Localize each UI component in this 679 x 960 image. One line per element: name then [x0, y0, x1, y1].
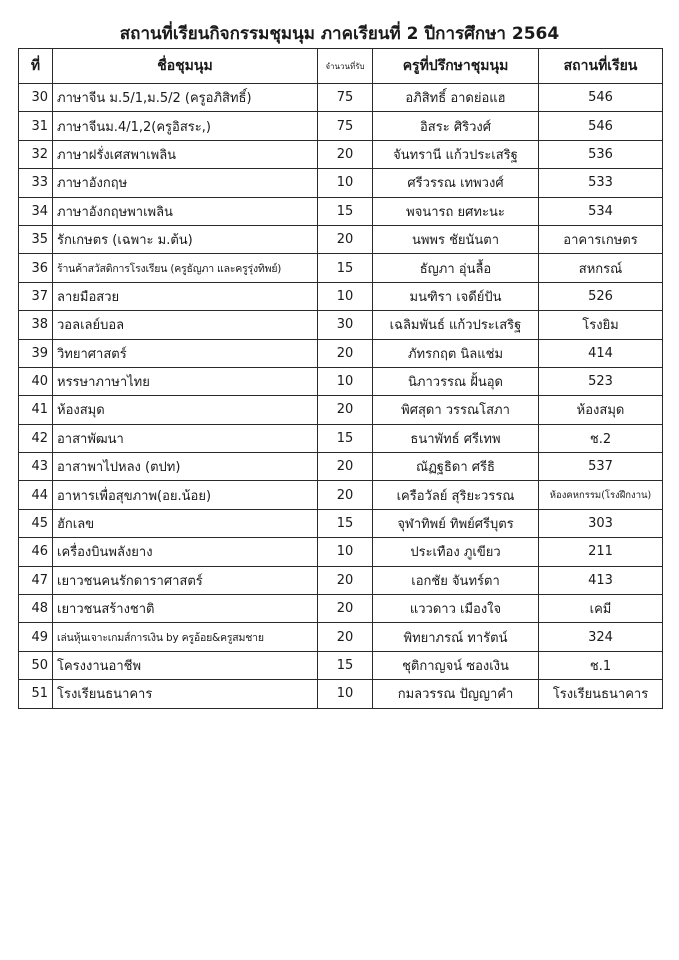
header-capacity: จำนวนที่รับ [318, 49, 373, 84]
row-number: 49 [19, 623, 53, 651]
row-number: 39 [19, 339, 53, 367]
advisor-name: อิสระ ศิริวงศ์ [373, 112, 539, 140]
location: เคมี [539, 595, 663, 623]
table-row [19, 481, 663, 509]
row-number: 40 [19, 367, 53, 395]
club-name: ภาษาฝรั่งเศสพาเพลิน [53, 140, 318, 168]
capacity: 75 [318, 84, 373, 112]
header-location: สถานที่เรียน [539, 49, 663, 84]
header-no: ที่ [19, 49, 53, 84]
club-schedule-table [18, 48, 663, 709]
table-row [19, 396, 663, 424]
capacity: 15 [318, 509, 373, 537]
club-name: โรงเรียนธนาคาร [53, 680, 318, 708]
row-number: 45 [19, 509, 53, 537]
table-row [19, 367, 663, 395]
capacity: 30 [318, 311, 373, 339]
row-number: 34 [19, 197, 53, 225]
row-number: 30 [19, 84, 53, 112]
location: 303 [539, 509, 663, 537]
table-row [19, 225, 663, 253]
club-name: เยาวชนสร้างชาติ [53, 595, 318, 623]
club-name: อาหารเพื่อสุขภาพ(อย.น้อย) [53, 481, 318, 509]
club-name: วิทยาศาสตร์ [53, 339, 318, 367]
capacity: 15 [318, 651, 373, 679]
club-name: ภาษาอังกฤษ [53, 169, 318, 197]
club-name: รักเกษตร (เฉพาะ ม.ต้น) [53, 225, 318, 253]
club-name: ห้องสมุด [53, 396, 318, 424]
table-row [19, 595, 663, 623]
capacity: 15 [318, 197, 373, 225]
advisor-name: นิภาวรรณ ฝั้นอุด [373, 367, 539, 395]
table-row [19, 254, 663, 282]
club-name: เยาวชนคนรักดาราศาสตร์ [53, 566, 318, 594]
table-row [19, 282, 663, 310]
capacity: 20 [318, 225, 373, 253]
location: สหกรณ์ [539, 254, 663, 282]
location: 537 [539, 453, 663, 481]
advisor-name: จุฬาทิพย์ ทิพย์ศรีบุตร [373, 509, 539, 537]
row-number: 48 [19, 595, 53, 623]
club-name: วอลเลย์บอล [53, 311, 318, 339]
row-number: 35 [19, 225, 53, 253]
table-row [19, 197, 663, 225]
location: 526 [539, 282, 663, 310]
table-row [19, 84, 663, 112]
row-number: 37 [19, 282, 53, 310]
capacity: 75 [318, 112, 373, 140]
table-row [19, 566, 663, 594]
row-number: 32 [19, 140, 53, 168]
advisor-name: มนฑิรา เจดีย์ปัน [373, 282, 539, 310]
row-number: 36 [19, 254, 53, 282]
advisor-name: ธนาพัทธ์ ศรีเทพ [373, 424, 539, 452]
table-row [19, 651, 663, 679]
capacity: 20 [318, 595, 373, 623]
advisor-name: พจนารถ ยศทะนะ [373, 197, 539, 225]
row-number: 41 [19, 396, 53, 424]
location: ห้องคหกรรม(โรงฝึกงาน) [539, 481, 663, 509]
table-row [19, 112, 663, 140]
capacity: 10 [318, 367, 373, 395]
advisor-name: ประเทือง ภูเขียว [373, 538, 539, 566]
capacity: 20 [318, 623, 373, 651]
club-name: เล่นหุ้นเจาะเกมส์การเงิน by ครูอ้อย&ครูสมชาย [53, 623, 318, 651]
advisor-name: อภิสิทธิ์ อาดย่อแฮ [373, 84, 539, 112]
advisor-name: เครือวัลย์ สุริยะวรรณ [373, 481, 539, 509]
capacity: 20 [318, 481, 373, 509]
location: โรงยิม [539, 311, 663, 339]
table-row [19, 453, 663, 481]
club-name: หรรษาภาษาไทย [53, 367, 318, 395]
advisor-name: ชุติกาญจน์ ซองเงิน [373, 651, 539, 679]
capacity: 10 [318, 680, 373, 708]
capacity: 15 [318, 254, 373, 282]
capacity: 20 [318, 140, 373, 168]
row-number: 31 [19, 112, 53, 140]
table-row [19, 311, 663, 339]
advisor-name: นพพร ชัยนันตา [373, 225, 539, 253]
capacity: 10 [318, 282, 373, 310]
capacity: 20 [318, 453, 373, 481]
table-body [19, 84, 663, 709]
club-name: ภาษาจีน ม.5/1,ม.5/2 (ครูอภิสิทธิ์) [53, 84, 318, 112]
advisor-name: กมลวรรณ ปัญญาคำ [373, 680, 539, 708]
club-name: อาสาพัฒนา [53, 424, 318, 452]
row-number: 33 [19, 169, 53, 197]
table-row [19, 339, 663, 367]
table-row [19, 509, 663, 537]
advisor-name: เอกชัย จันทร์ตา [373, 566, 539, 594]
row-number: 43 [19, 453, 53, 481]
club-name: ฮักเลข [53, 509, 318, 537]
table-row [19, 538, 663, 566]
club-name: อาสาพาไปหลง (ตปท) [53, 453, 318, 481]
club-name: ภาษาอังกฤษพาเพลิน [53, 197, 318, 225]
location: 413 [539, 566, 663, 594]
row-number: 50 [19, 651, 53, 679]
advisor-name: เฉลิมพันธ์ แก้วประเสริฐ [373, 311, 539, 339]
header-advisor: ครูที่ปรึกษาชุมนุม [373, 49, 539, 84]
location: 414 [539, 339, 663, 367]
advisor-name: ณัฏฐธิดา ศรีธิ [373, 453, 539, 481]
row-number: 42 [19, 424, 53, 452]
club-name: ภาษาจีนม.4/1,2(ครูอิสระ,) [53, 112, 318, 140]
club-name: โครงงานอาชีพ [53, 651, 318, 679]
location: 324 [539, 623, 663, 651]
location: 546 [539, 112, 663, 140]
capacity: 20 [318, 396, 373, 424]
club-name: ลายมือสวย [53, 282, 318, 310]
advisor-name: พิทยาภรณ์ ทารัตน์ [373, 623, 539, 651]
location: 534 [539, 197, 663, 225]
club-name: ร้านค้าสวัสดิการโรงเรียน (ครูธัญภา และครูรุ่งทิพย์) [53, 254, 318, 282]
table-row [19, 169, 663, 197]
advisor-name: ธัญภา อุ่นลื้อ [373, 254, 539, 282]
row-number: 46 [19, 538, 53, 566]
location: 523 [539, 367, 663, 395]
row-number: 47 [19, 566, 53, 594]
table-header-row [19, 49, 663, 84]
capacity: 20 [318, 339, 373, 367]
capacity: 10 [318, 538, 373, 566]
row-number: 44 [19, 481, 53, 509]
table-row [19, 424, 663, 452]
advisor-name: แววดาว เมืองใจ [373, 595, 539, 623]
location: 536 [539, 140, 663, 168]
document-title: สถานที่เรียนกิจกรรมชุมนุม ภาคเรียนที่ 2 ปีการศึกษา 2564 [119, 24, 560, 44]
capacity: 20 [318, 566, 373, 594]
location: 211 [539, 538, 663, 566]
location: ห้องสมุด [539, 396, 663, 424]
location: โรงเรียนธนาคาร [539, 680, 663, 708]
table-row [19, 140, 663, 168]
row-number: 51 [19, 680, 53, 708]
location: ช.1 [539, 651, 663, 679]
table-row [19, 623, 663, 651]
advisor-name: พิศสุดา วรรณโสภา [373, 396, 539, 424]
location: 533 [539, 169, 663, 197]
header-club-name: ชื่อชุมนุม [53, 49, 318, 84]
club-name: เครื่องบินพลังยาง [53, 538, 318, 566]
capacity: 10 [318, 169, 373, 197]
advisor-name: ศรีวรรณ เทพวงศ์ [373, 169, 539, 197]
advisor-name: ภัทรกฤต นิลแช่ม [373, 339, 539, 367]
row-number: 38 [19, 311, 53, 339]
location: อาคารเกษตร [539, 225, 663, 253]
advisor-name: จันทรานี แก้วประเสริฐ [373, 140, 539, 168]
capacity: 15 [318, 424, 373, 452]
location: 546 [539, 84, 663, 112]
location: ช.2 [539, 424, 663, 452]
table-row [19, 680, 663, 708]
